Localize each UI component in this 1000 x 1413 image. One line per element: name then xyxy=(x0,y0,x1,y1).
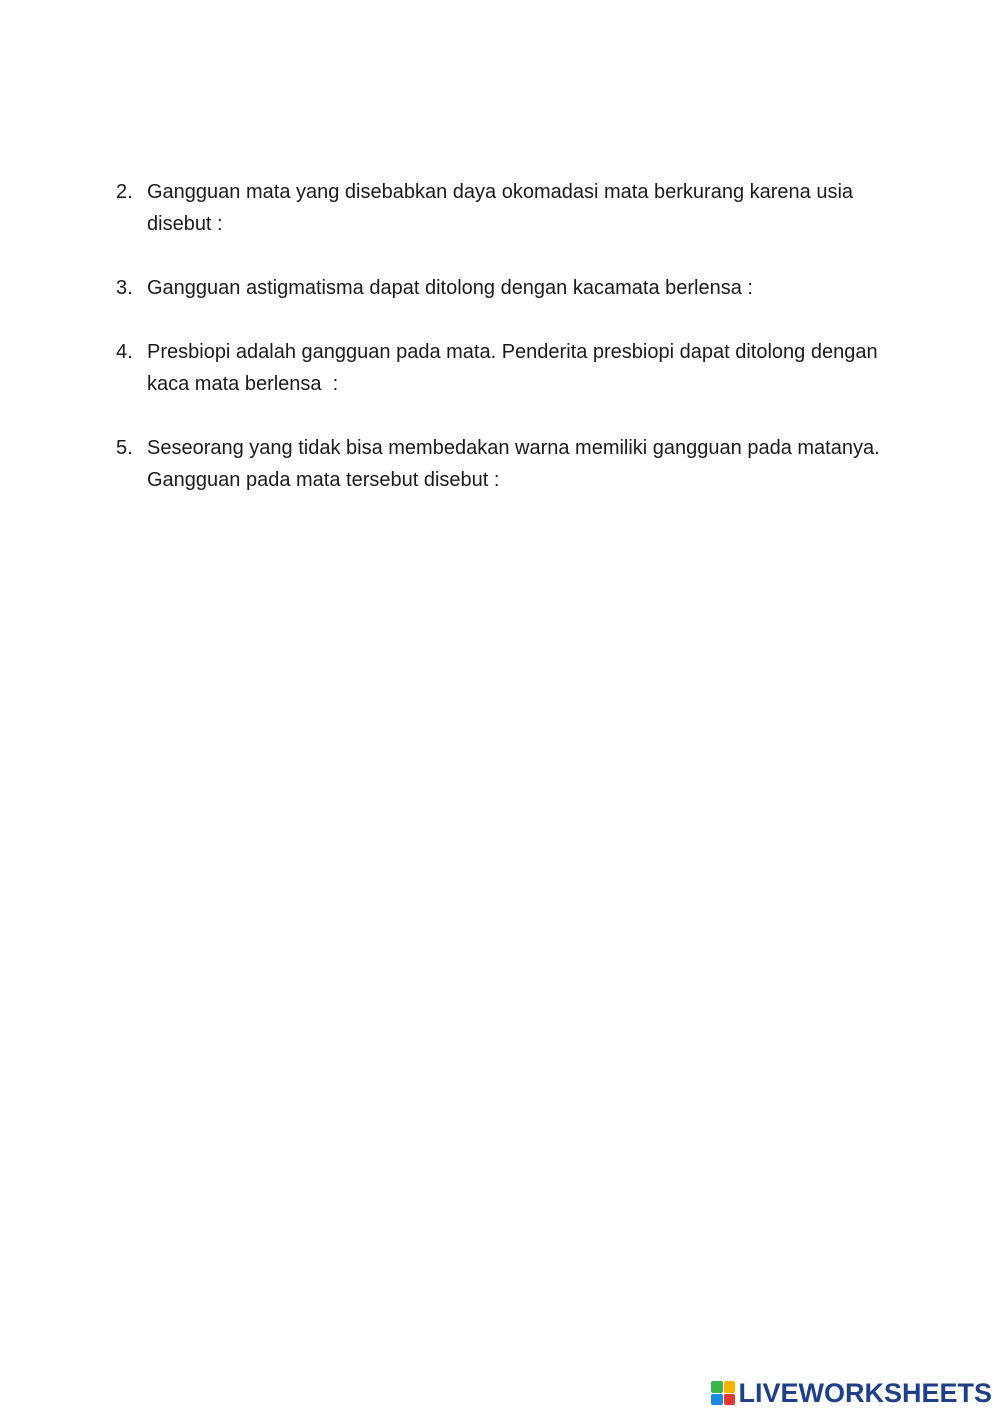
logo-square-red xyxy=(724,1394,736,1406)
question-number: 5. xyxy=(116,437,133,459)
question-text: Gangguan mata yang disebabkan daya okomadasi mata berkurang karena usia disebut : xyxy=(147,181,859,235)
question-text: Presbiopi adalah gangguan pada mata. Penderita presbiopi dapat ditolong dengan kaca mata berlensa : xyxy=(147,341,884,395)
logo-square-yellow xyxy=(724,1381,736,1393)
question-number: 3. xyxy=(116,277,133,299)
liveworksheets-logo-icon xyxy=(711,1381,735,1405)
question-number: 4. xyxy=(116,341,133,363)
question-text: Seseorang yang tidak bisa membedakan warna memiliki gangguan pada matanya. Gangguan pada mata tersebut disebut : xyxy=(147,437,886,491)
question-item xyxy=(116,336,896,400)
question-item xyxy=(116,432,896,496)
logo-square-green xyxy=(711,1381,723,1393)
question-item xyxy=(116,176,896,240)
logo-square-blue xyxy=(711,1394,723,1406)
question-number: 2. xyxy=(116,181,133,203)
question-item xyxy=(116,272,896,304)
question-text: Gangguan astigmatisma dapat ditolong dengan kacamata berlensa : xyxy=(147,277,753,299)
brand-wordmark: LIVEWORKSHEETS xyxy=(738,1378,992,1408)
question-list xyxy=(116,176,896,528)
liveworksheets-brand xyxy=(711,1379,992,1407)
